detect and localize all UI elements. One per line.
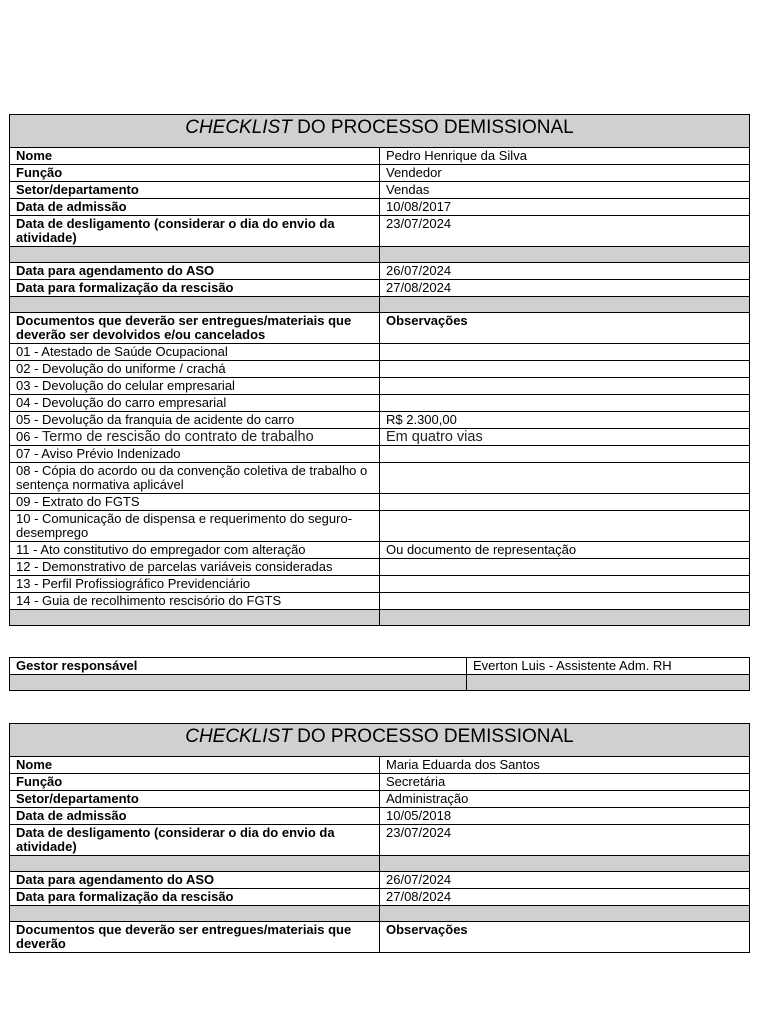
field-row-admissao — [10, 199, 750, 216]
spacer-row — [10, 247, 750, 263]
field-row-admissao — [10, 808, 750, 825]
doc-item: 11 - Ato constitutivo do empregador com alteração — [10, 542, 380, 559]
doc-row — [10, 559, 750, 576]
doc-item: 07 - Aviso Prévio Indenizado — [10, 446, 380, 463]
doc-obs — [380, 494, 750, 511]
doc-row — [10, 361, 750, 378]
field-label: Data de admissão — [10, 199, 380, 216]
field-row-setor — [10, 791, 750, 808]
field-label: Data de desligamento (considerar o dia do envio da atividade) — [10, 216, 380, 247]
doc-item: 01 - Atestado de Saúde Ocupacional — [10, 344, 380, 361]
doc-item: 05 - Devolução da franquia de acidente do carro — [10, 412, 380, 429]
doc-item: 04 - Devolução do carro empresarial — [10, 395, 380, 412]
field-label: Função — [10, 774, 380, 791]
field-label: Data para agendamento do ASO — [10, 872, 380, 889]
doc-item: 12 - Demonstrativo de parcelas variáveis consideradas — [10, 559, 380, 576]
doc-item: 02 - Devolução do uniforme / crachá — [10, 361, 380, 378]
field-value: 23/07/2024 — [380, 825, 750, 856]
obs-header: Observações — [380, 313, 750, 344]
field-row-desligamento — [10, 825, 750, 856]
doc-obs — [380, 593, 750, 610]
doc-row — [10, 344, 750, 361]
doc-obs — [380, 511, 750, 542]
checklist-table-2 — [9, 723, 750, 953]
title-rest: DO PROCESSO DEMISSIONAL — [291, 117, 574, 138]
field-row-nome — [10, 148, 750, 165]
field-row-rescisao — [10, 280, 750, 297]
field-value: Secretária — [380, 774, 750, 791]
field-row-setor — [10, 182, 750, 199]
doc-obs — [380, 559, 750, 576]
doc-obs — [380, 446, 750, 463]
doc-row — [10, 378, 750, 395]
spacer-row — [10, 610, 750, 626]
spacer-row — [10, 297, 750, 313]
doc-item: 14 - Guia de recolhimento rescisório do FGTS — [10, 593, 380, 610]
field-value: Vendas — [380, 182, 750, 199]
doc-row — [10, 494, 750, 511]
doc-item: 03 - Devolução do celular empresarial — [10, 378, 380, 395]
field-row-aso — [10, 263, 750, 280]
field-value: 10/08/2017 — [380, 199, 750, 216]
doc-obs — [380, 576, 750, 593]
doc-obs — [380, 361, 750, 378]
field-label: Função — [10, 165, 380, 182]
field-label: Data de desligamento (considerar o dia do envio da atividade) — [10, 825, 380, 856]
doc-row — [10, 593, 750, 610]
title-italic: CHECKLIST — [185, 726, 292, 747]
field-label: Data para formalização da rescisão — [10, 280, 380, 297]
obs-header: Observações — [380, 922, 750, 953]
field-value: 27/08/2024 — [380, 280, 750, 297]
title-rest: DO PROCESSO DEMISSIONAL — [291, 726, 574, 747]
title-italic: CHECKLIST — [185, 117, 292, 138]
doc-obs — [380, 463, 750, 494]
checklist-title — [10, 724, 750, 757]
field-row-funcao — [10, 165, 750, 182]
field-row-desligamento — [10, 216, 750, 247]
doc-item: 10 - Comunicação de dispensa e requerimento do seguro-desemprego — [10, 511, 380, 542]
doc-obs: Ou documento de representação — [380, 542, 750, 559]
doc-row — [10, 542, 750, 559]
doc-row — [10, 511, 750, 542]
docs-header-row — [10, 922, 750, 953]
field-label: Data para formalização da rescisão — [10, 889, 380, 906]
field-label: Nome — [10, 757, 380, 774]
field-label: Setor/departamento — [10, 182, 380, 199]
gestor-table — [9, 657, 750, 691]
field-row-rescisao — [10, 889, 750, 906]
field-value: 27/08/2024 — [380, 889, 750, 906]
field-value: Maria Eduarda dos Santos — [380, 757, 750, 774]
checklist-title — [10, 115, 750, 148]
field-value: 26/07/2024 — [380, 872, 750, 889]
gestor-value: Everton Luis - Assistente Adm. RH — [467, 658, 750, 675]
field-label: Data para agendamento do ASO — [10, 263, 380, 280]
field-value: Vendedor — [380, 165, 750, 182]
doc-item: 09 - Extrato do FGTS — [10, 494, 380, 511]
doc-item — [10, 429, 380, 446]
doc-obs — [380, 378, 750, 395]
field-row-aso — [10, 872, 750, 889]
field-value: Pedro Henrique da Silva — [380, 148, 750, 165]
field-row-nome — [10, 757, 750, 774]
field-value: 26/07/2024 — [380, 263, 750, 280]
docs-header: Documentos que deverão ser entregues/materiais que deverão ser devolvidos e/ou cancelados — [10, 313, 380, 344]
doc-item: 08 - Cópia do acordo ou da convenção coletiva de trabalho o sentença normativa aplicável — [10, 463, 380, 494]
doc-item-prefix: 06 - — [16, 429, 43, 444]
docs-header: Documentos que deverão ser entregues/materiais que deverão — [10, 922, 380, 953]
field-label: Data de admissão — [10, 808, 380, 825]
spacer-row — [10, 906, 750, 922]
spacer-row — [10, 856, 750, 872]
field-value: Administração — [380, 791, 750, 808]
doc-row — [10, 429, 750, 446]
checklist-table-1 — [9, 114, 750, 626]
doc-row — [10, 576, 750, 593]
doc-obs — [380, 344, 750, 361]
field-value: 23/07/2024 — [380, 216, 750, 247]
spacer-row — [10, 675, 750, 691]
docs-header-row — [10, 313, 750, 344]
doc-obs: R$ 2.300,00 — [380, 412, 750, 429]
gestor-label: Gestor responsável — [10, 658, 467, 675]
doc-item: 13 - Perfil Profissiográfico Previdenciário — [10, 576, 380, 593]
doc-obs: Em quatro vias — [380, 429, 750, 446]
field-label: Setor/departamento — [10, 791, 380, 808]
doc-row — [10, 412, 750, 429]
doc-item-text: Termo de rescisão do contrato de trabalho — [42, 429, 314, 445]
gestor-row — [10, 658, 750, 675]
doc-row — [10, 463, 750, 494]
doc-row — [10, 395, 750, 412]
doc-row — [10, 446, 750, 463]
field-label: Nome — [10, 148, 380, 165]
doc-obs — [380, 395, 750, 412]
field-row-funcao — [10, 774, 750, 791]
field-value: 10/05/2018 — [380, 808, 750, 825]
